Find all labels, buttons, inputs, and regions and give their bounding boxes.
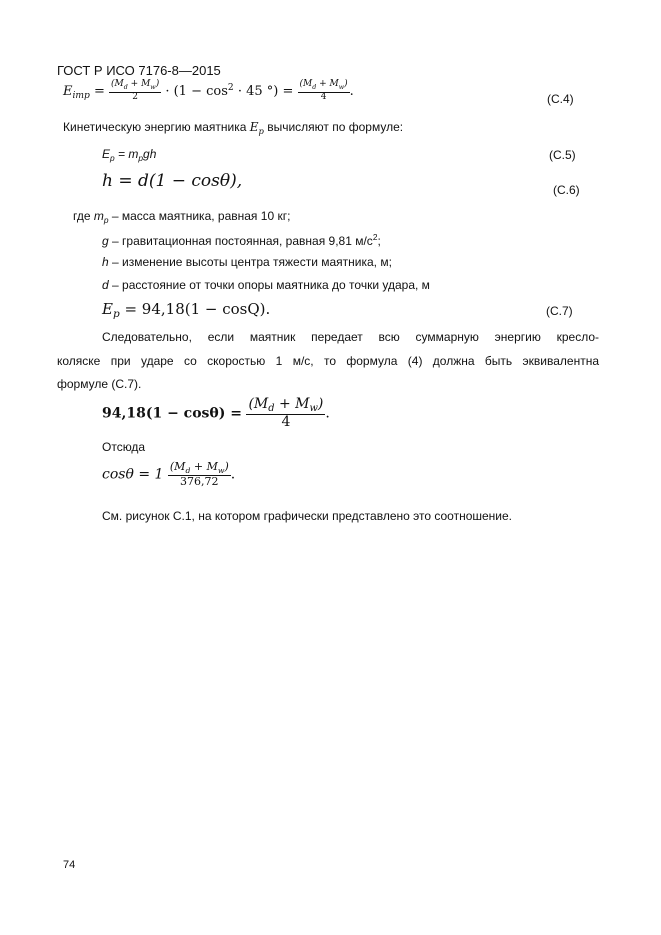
equation-number-c7: (С.7) [546, 304, 573, 318]
where-item-height: h – изменение высоты центра тяжести маятника, м; [102, 255, 392, 269]
equation-c6: h = d(1 − cosθ), [102, 171, 243, 191]
where-item-gravity: g – гравитационная постоянная, равная 9,81 $м/с^2$; [102, 232, 381, 248]
page-number: 74 [63, 859, 76, 871]
equation-number-c6: (С.6) [553, 183, 580, 197]
paragraph-line-1: Следовательно, если маятник передает всю суммарную энергию кресло- [102, 330, 599, 344]
kinetic-energy-text: Кинетическую энергию маятника $E_p$ вычисляют по формуле: [63, 120, 404, 136]
figure-reference: См. рисунок С.1, на котором графически представлено это соотношение. [102, 509, 513, 523]
equation-c5: $E_p = m_pgh$ [102, 147, 157, 163]
paragraph-line-2: коляске при ударе со скоростью 1 м/с, то формула (4) должна быть эквивалентна [57, 354, 599, 368]
where-item-mass: где $m_p$ – масса маятника, равная 10 кг; [73, 209, 291, 225]
hence-text: Отсюда [102, 440, 146, 454]
equation-number-c5: (С.5) [549, 148, 576, 162]
paragraph-line-3: формуле (С.7). [57, 377, 142, 391]
document-header: ГОСТ Р ИСО 7176-8—2015 [57, 63, 221, 78]
equation-c4: $E_{imp}$ = $\frac{(M_d + M_w)}{2}$ · ($1 - \cos^2 \cdot 45$ °) = $\frac{(M_d + M_w)}{4}$ . [63, 79, 354, 103]
equation-number-c4: (С.4) [547, 92, 574, 106]
equation-relation: 94,18(1 − cosθ) = $\frac{(M_d + M_w)}{4}$ . [102, 396, 330, 431]
where-item-distance: d – расстояние от точки опоры маятника до точки удара, м [102, 278, 430, 292]
equation-cos: cosθ = 1 $\frac{(M_d + M_w)}{376,72}$ . [102, 460, 236, 489]
equation-c7: $E_p = 94,18(1 - \cos Q)$. [102, 300, 271, 320]
